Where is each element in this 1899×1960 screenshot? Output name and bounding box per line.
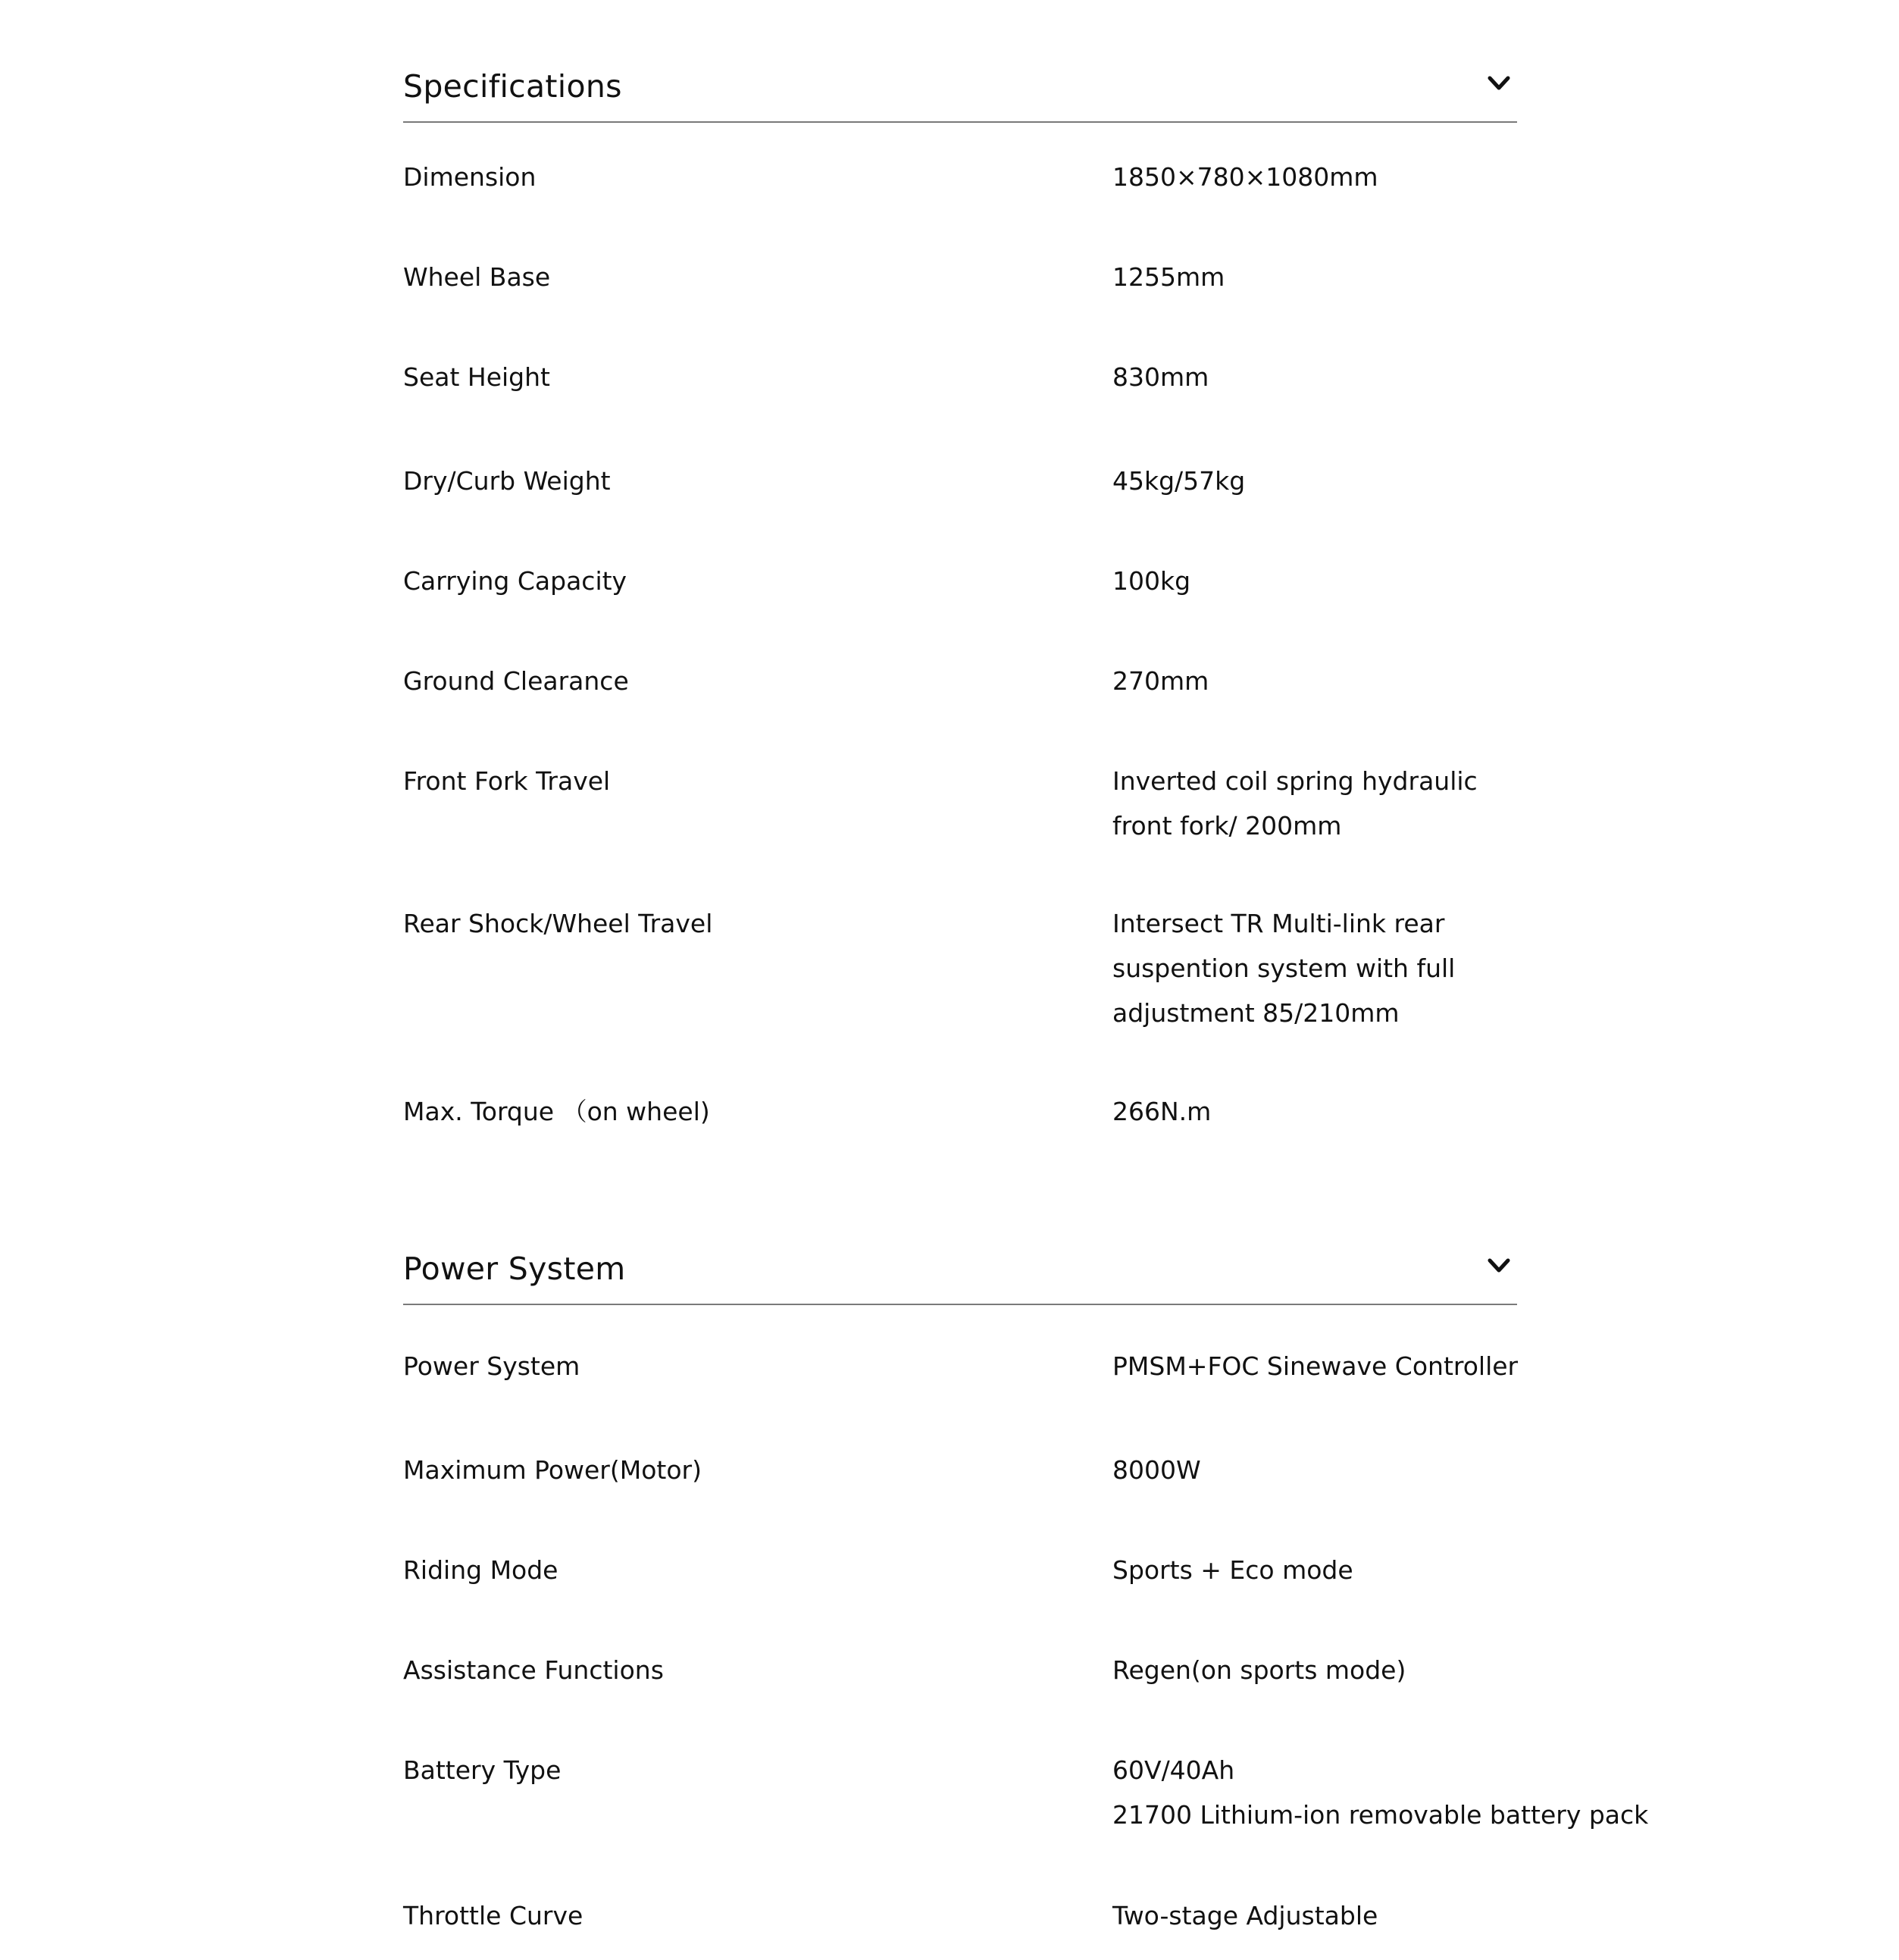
spec-label: Wheel Base <box>403 262 551 292</box>
spec-row-rear-shock <box>403 869 1517 1057</box>
spec-value: 60V/40Ah 21700 Lithium-ion removable battery pack <box>1112 1755 1649 1830</box>
spec-row-power-system <box>403 1305 1517 1408</box>
spec-label: Rear Shock/Wheel Travel <box>403 909 713 938</box>
spec-list <box>403 1305 1649 1960</box>
spec-label: Dry/Curb Weight <box>403 466 611 496</box>
spec-row-maximum-power <box>403 1408 1517 1508</box>
spec-value: 1850×780×1080mm <box>1112 162 1378 192</box>
spec-label: Assistance Functions <box>403 1655 664 1685</box>
spec-label: Throttle Curve <box>403 1901 583 1930</box>
section-title: Power System <box>403 1251 626 1287</box>
spec-row-dimension <box>403 123 1517 223</box>
spec-label: Battery Type <box>403 1755 562 1785</box>
spec-row-dry-curb-weight <box>403 427 1517 527</box>
specifications-header[interactable] <box>403 0 1517 123</box>
spec-row-max-torque <box>403 1057 1517 1182</box>
spec-value: Regen(on sports mode) <box>1112 1655 1406 1685</box>
spec-value: 100kg <box>1112 566 1191 596</box>
power-system-header[interactable] <box>403 1182 1517 1305</box>
spec-list <box>403 123 1517 1182</box>
spec-row-seat-height <box>403 323 1517 427</box>
spec-value: 270mm <box>1112 666 1209 696</box>
spec-row-assistance-functions <box>403 1608 1517 1708</box>
spec-label: Max. Torque （on wheel) <box>403 1097 710 1126</box>
spec-value: 45kg/57kg <box>1112 466 1246 496</box>
spec-row-battery-type <box>403 1708 1649 1854</box>
spec-label: Front Fork Travel <box>403 766 611 796</box>
spec-value: 8000W <box>1112 1455 1201 1485</box>
spec-row-front-fork-travel <box>403 727 1517 869</box>
spec-label: Maximum Power(Motor) <box>403 1455 702 1485</box>
spec-value: Two-stage Adjustable <box>1112 1901 1378 1930</box>
spec-row-wheel-base <box>403 223 1517 323</box>
spec-value: PMSM+FOC Sinewave Controller <box>1112 1351 1519 1381</box>
chevron-down-icon[interactable] <box>1484 68 1514 99</box>
chevron-down-icon[interactable] <box>1484 1251 1514 1281</box>
specifications-section <box>403 0 1517 1182</box>
section-title: Specifications <box>403 68 622 105</box>
spec-value: 1255mm <box>1112 262 1225 292</box>
spec-label: Seat Height <box>403 362 550 392</box>
spec-label: Riding Mode <box>403 1555 558 1585</box>
spec-value: Intersect TR Multi-link rear suspention system with full adjustment 85/210mm <box>1112 909 1456 1028</box>
spec-row-ground-clearance <box>403 627 1517 727</box>
power-system-section <box>403 1182 1649 1960</box>
spec-label: Carrying Capacity <box>403 566 627 596</box>
spec-value: 266N.m <box>1112 1097 1212 1126</box>
spec-row-riding-mode <box>403 1508 1517 1608</box>
spec-value: Sports + Eco mode <box>1112 1555 1353 1585</box>
spec-page <box>403 0 1649 1960</box>
spec-value: Inverted coil spring hydraulic front fork/ 200mm <box>1112 766 1478 841</box>
spec-label: Power System <box>403 1351 580 1381</box>
spec-row-throttle-curve <box>403 1854 1517 1960</box>
spec-value: 830mm <box>1112 362 1209 392</box>
spec-row-carrying-capacity <box>403 527 1517 627</box>
spec-label: Dimension <box>403 162 537 192</box>
spec-label: Ground Clearance <box>403 666 629 696</box>
